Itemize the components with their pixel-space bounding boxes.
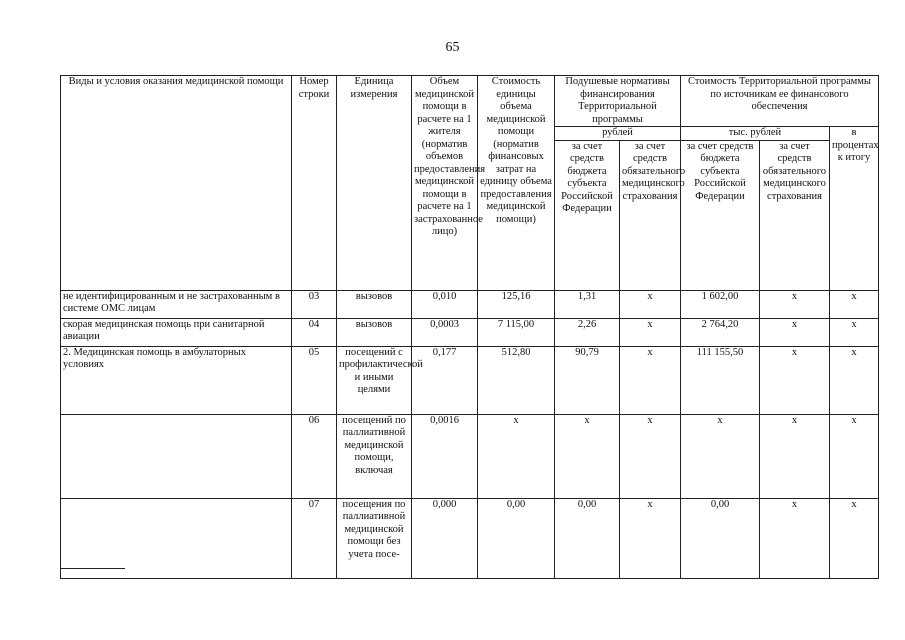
row-percent: х [830,498,879,578]
row-number: 06 [292,414,337,498]
row-unit: вызовов [337,290,412,318]
row-program-oms: х [760,414,830,498]
row-volume: 0,010 [412,290,478,318]
row-percent: х [830,346,879,414]
table-row [61,498,879,578]
row-program-oms: х [760,346,830,414]
header-unit: Единица измерения [337,76,412,291]
row-program-oms: х [760,290,830,318]
header-per-capita-budget: за счет средств бюджета субъекта Российской Федерации [555,140,620,290]
header-in-percent: в процентах к итогу [830,127,879,291]
row-program-oms: х [760,318,830,346]
row-volume: 0,177 [412,346,478,414]
row-percap-budget: 0,00 [555,498,620,578]
row-number: 07 [292,498,337,578]
row-percent: х [830,414,879,498]
row-volume: 0,000 [412,498,478,578]
row-program-budget: 1 602,00 [681,290,760,318]
row-cost: 7 115,00 [478,318,555,346]
row-cost: 512,80 [478,346,555,414]
row-volume: 0,0003 [412,318,478,346]
row-program-budget: 0,00 [681,498,760,578]
header-row-number: Номер строки [292,76,337,291]
row-name [61,414,292,498]
row-program-budget: х [681,414,760,498]
row-percap-budget: 1,31 [555,290,620,318]
row-cost: х [478,414,555,498]
header-program-oms: за счет средств обязательного медицинского страхования [760,140,830,290]
page-number: 65 [445,40,460,55]
header-unit-thousand-rubles: тыс. рублей [681,127,830,141]
budget-table [60,75,879,579]
header-kind: Виды и условия оказания медицинской помощи [61,76,292,291]
row-program-budget: 111 155,50 [681,346,760,414]
row-name: 2. Медицинская помощь в амбулаторных условиях [61,346,292,414]
row-number: 05 [292,346,337,414]
row-unit: посещений с профилактической и иными целями [337,346,412,414]
row-name [61,498,292,578]
row-unit: посещения по паллиативной медицинской помощи без учета посе- [337,498,412,578]
row-unit: посещений по паллиативной медицинской помощи, включая [337,414,412,498]
row-name: не идентифицированным и не застрахованным в системе ОМС лицам [61,290,292,318]
row-cost: 0,00 [478,498,555,578]
row-percap-oms: х [620,290,681,318]
header-per-capita-oms: за счет средств обязательного медицинского страхования [620,140,681,290]
row-percap-oms: х [620,498,681,578]
row-percent: х [830,318,879,346]
row-program-budget: 2 764,20 [681,318,760,346]
table-row [61,318,879,346]
row-cost: 125,16 [478,290,555,318]
header-cost: Стоимость единицы объема медицинской помощи (норматив финансовых затрат на единицу объема предоставления медицинской помощи) [478,76,555,291]
row-number: 04 [292,318,337,346]
table-row [61,290,879,318]
row-volume: 0,0016 [412,414,478,498]
table-row [61,346,879,414]
table-row [61,414,879,498]
row-percent: х [830,290,879,318]
header-program-cost: Стоимость Территориальной программы по источникам ее финансового обеспечения [681,76,879,127]
footnote-rule [60,568,125,569]
row-number: 03 [292,290,337,318]
row-percap-oms: х [620,414,681,498]
row-percap-budget: 90,79 [555,346,620,414]
row-percap-budget: 2,26 [555,318,620,346]
row-unit: вызовов [337,318,412,346]
row-percap-budget: х [555,414,620,498]
header-per-capita: Подушевые нормативы финансирования Территориальной программы [555,76,681,127]
header-program-budget: за счет средств бюджета субъекта Российской Федерации [681,140,760,290]
header-volume: Объем медицинской помощи в расчете на 1 жителя (норматив объемов предоставления медицинской помощи в расчете на 1 застрахованное лицо) [412,76,478,291]
header-unit-rubles: рублей [555,127,681,141]
row-program-oms: х [760,498,830,578]
row-name: скорая медицинская помощь при санитарной авиации [61,318,292,346]
row-percap-oms: х [620,318,681,346]
row-percap-oms: х [620,346,681,414]
